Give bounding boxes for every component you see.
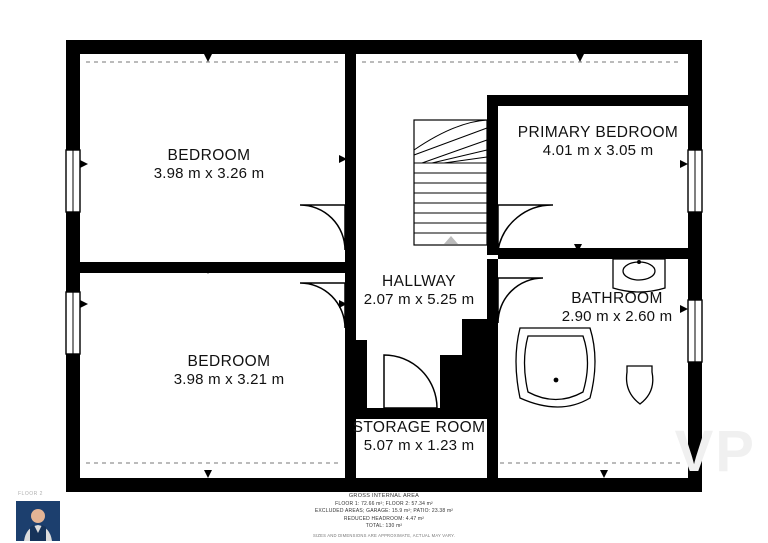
room-name: STORAGE ROOM [352, 419, 486, 436]
area-summary [0, 492, 768, 539]
area-summary-disclaimer: SIZES AND DIMENSIONS ARE APPROXIMATE, ACTUAL MAY VARY. [313, 532, 455, 538]
area-summary-line: REDUCED HEADROOM: 4.47 m² [343, 515, 425, 522]
room-label-bedroom-2 [20, 352, 438, 390]
room-dimensions: 2.90 m x 2.60 m [561, 308, 673, 326]
room-dimensions: 3.98 m x 3.26 m [153, 165, 265, 183]
area-summary-line: FLOOR 1: 72.66 m²; FLOOR 2: 57.34 m² [335, 500, 433, 507]
room-label-bedroom-1 [0, 146, 418, 184]
area-summary-title: GROSS INTERNAL AREA [348, 493, 420, 500]
area-summary-line: TOTAL: 130 m² [365, 523, 403, 530]
room-label-primary-bedroom [458, 123, 738, 161]
area-summary-line: EXCLUDED AREAS; GARAGE: 15.9 m²; PATIO: 23.38 m² [314, 508, 454, 515]
room-dimensions: 3.98 m x 3.21 m [173, 371, 285, 389]
room-label-bathroom [487, 289, 747, 327]
room-name: PRIMARY BEDROOM [517, 124, 679, 141]
watermark: VP [674, 419, 756, 484]
room-dimensions: 2.07 m x 5.25 m [363, 291, 475, 309]
avatar [16, 501, 60, 541]
room-dimensions: 5.07 m x 1.23 m [363, 437, 475, 455]
room-name: BEDROOM [167, 147, 251, 164]
room-name: HALLWAY [381, 273, 456, 290]
room-label-storage-room [299, 418, 539, 456]
room-name: BATHROOM [571, 290, 663, 307]
interior-walls [80, 40, 702, 478]
floor-tag: FLOOR 2 [18, 491, 43, 497]
room-name: BEDROOM [187, 353, 271, 370]
room-dimensions: 4.01 m x 3.05 m [542, 142, 654, 160]
